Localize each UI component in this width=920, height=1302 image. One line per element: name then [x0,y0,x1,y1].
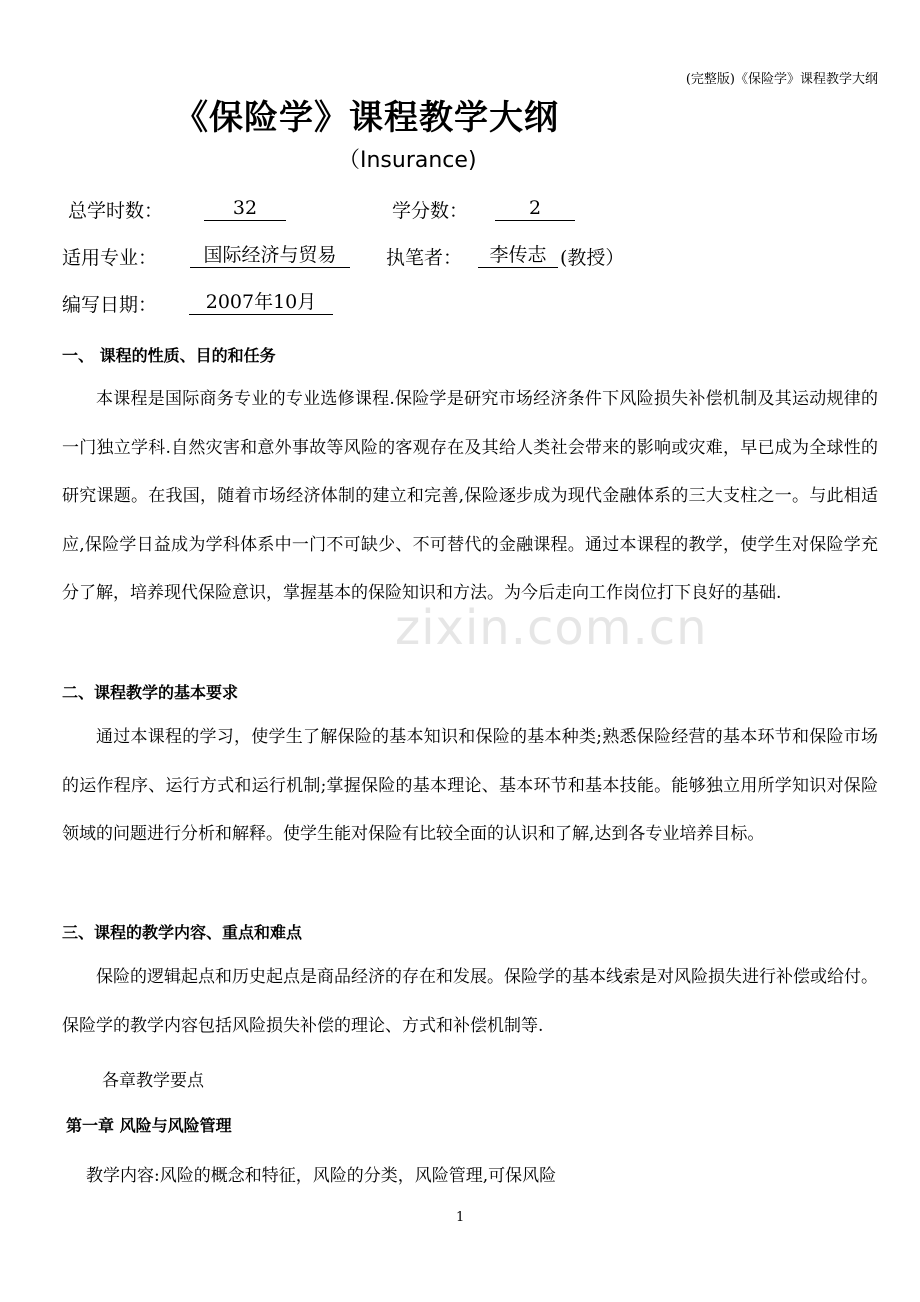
chapter-1-heading: 第一章 风险与风险管理 [66,1116,232,1135]
date-label: 编写日期： [62,294,158,316]
page-number: 1 [456,1210,465,1225]
hours-field [204,196,286,221]
section-1-body: 本课程是国际商务专业的专业选修课程.保险学是研究市场经济条件下风险损失补偿机制及其运动规律的一门独立学科.自然灾害和意外事故等风险的客观存在及其给人类社会带来的影响或灾难，早已成为全球性的研究课题。在我国，随着市场经济体制的建立和完善,保险逐步成为现代金融体系的三大支柱之一。与此相适应,保险学日益成为学科体系中一门不可缺少、不可替代的金融课程。通过本课程的教学，使学生对保险学充分了解，培养现代保险意识，掌握基本的保险知识和方法。为今后走向工作岗位打下良好的基础. [62,389,878,604]
credits-field [495,196,575,221]
section-1-heading: 一、 课程的性质、目的和任务 [62,346,276,365]
date-value: 2007年10月 [189,290,333,315]
hours-value: 32 [204,196,286,221]
date-field [189,290,333,315]
section-2-heading: 二、课程教学的基本要求 [62,683,239,702]
author-value: 李传志 [478,243,558,268]
document-subtitle: （Insurance) [338,148,477,173]
major-field [190,243,350,268]
author-title: (教授） [560,247,625,269]
major-label: 适用专业： [62,247,158,269]
section-2-body: 通过本课程的学习，使学生了解保险的基本知识和保险的基本种类;熟悉保险经营的基本环节和保险市场的运作程序、运行方式和运行机制;掌握保险的基本理论、基本环节和基本技能。能够独立用所学知识对保险领域的问题进行分析和解释。使学生能对保险有比较全面的认识和了解,达到各专业培养目标。 [62,727,878,845]
author-label: 执笔者： [386,247,463,269]
watermark: zixin.com.cn [395,600,708,656]
credits-value: 2 [495,196,575,221]
running-header: (完整版)《保险学》课程教学大纲 [685,72,878,87]
section-3-body: 保险的逻辑起点和历史起点是商品经济的存在和发展。保险学的基本线索是对风险损失进行补偿或给付。保险学的教学内容包括风险损失补偿的理论、方式和补偿机制等. [62,967,878,1036]
hours-label: 总学时数： [68,200,164,222]
chapter-points-label: 各章教学要点 [102,1071,204,1091]
chapter-1-content: 教学内容:风险的概念和特征，风险的分类，风险管理,可保风险 [86,1166,557,1186]
major-value: 国际经济与贸易 [190,243,350,268]
section-3-heading: 三、课程的教学内容、重点和难点 [62,923,303,942]
author-field [478,243,558,268]
credits-label: 学分数： [392,200,469,222]
document-title: 《保险学》课程教学大纲 [174,98,559,138]
